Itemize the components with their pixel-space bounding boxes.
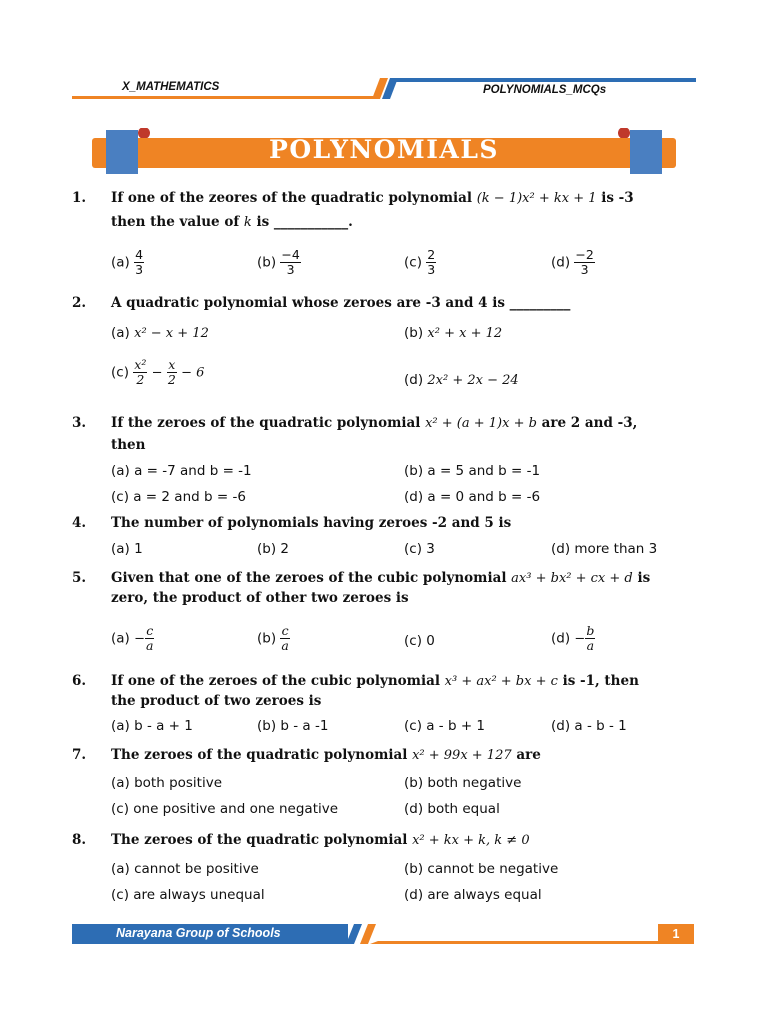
question-text-part: is -1, then <box>562 673 639 689</box>
option-b[interactable]: (b) a = 5 and b = -1 <box>404 463 541 479</box>
option-c[interactable]: (c) a - b + 1 <box>404 718 486 734</box>
option-label: (d) <box>551 254 571 271</box>
option-b[interactable]: (b) 2 <box>257 541 289 557</box>
question-text-part: If one of the zeroes of the cubic polynomial <box>111 673 440 689</box>
option-d[interactable] <box>551 624 595 653</box>
option-d[interactable] <box>404 372 519 388</box>
option-a[interactable]: (a) cannot be positive <box>111 861 259 877</box>
question-text-part: are <box>516 747 541 763</box>
question-expression: x² + kx + k, k ≠ 0 <box>412 833 530 848</box>
page-title: POLYNOMIALS <box>269 135 499 164</box>
option-a[interactable] <box>111 248 144 277</box>
footer-school-name: Narayana Group of Schools <box>116 926 281 940</box>
option-b[interactable] <box>257 624 290 653</box>
fraction: $\frac{b}{a}$ <box>586 623 595 653</box>
option-c[interactable]: (c) 0 <box>404 633 435 649</box>
option-d[interactable] <box>551 248 595 277</box>
question-expression: x² + (a + 1)x + b <box>425 416 537 431</box>
option-b[interactable]: (b) both negative <box>404 775 522 791</box>
question-text: then <box>111 437 146 453</box>
question-text-part: The zeroes of the quadratic polynomial <box>111 747 408 763</box>
option-a[interactable]: (a) 1 <box>111 541 143 557</box>
footer-divider-mark <box>346 924 386 944</box>
option-label: (a) <box>111 254 130 271</box>
option-label: (a) <box>111 325 130 341</box>
fraction: $\frac{\text{x²}}{2}$ <box>134 357 147 387</box>
question-number: 5. <box>72 570 87 586</box>
question-text: A quadratic polynomial whose zeroes are -3 and 4 is _________ <box>111 295 571 311</box>
option-label: (c) <box>111 364 129 381</box>
question-number: 4. <box>72 515 87 531</box>
option-a[interactable]: (a) b - a + 1 <box>111 718 193 734</box>
header-chapter: POLYNOMIALS_MCQs <box>483 84 607 96</box>
fraction: $\frac{c}{a}$ <box>146 623 154 653</box>
question-text-part: Given that one of the zeroes of the cubic polynomial <box>111 570 507 586</box>
question-text <box>111 747 541 763</box>
option-a[interactable]: (a) both positive <box>111 775 223 791</box>
option-c[interactable]: (c) are always unequal <box>111 887 265 903</box>
operator: − <box>151 365 163 381</box>
option-d[interactable]: (d) a = 0 and b = -6 <box>404 489 541 505</box>
option-c[interactable]: (c) a = 2 and b = -6 <box>111 489 246 505</box>
option-expression: x² + x + 12 <box>427 326 503 341</box>
sign: − <box>134 631 146 647</box>
fraction: $\frac{-4}{3}$ <box>281 247 300 277</box>
option-label: (c) <box>404 254 422 271</box>
option-label: (b) <box>257 630 277 647</box>
question-number: 8. <box>72 832 87 848</box>
question-text-part: The zeroes of the quadratic polynomial <box>111 832 408 848</box>
question-number: 3. <box>72 415 87 431</box>
question-number: 1. <box>72 190 87 206</box>
question-text: zero, the product of other two zeroes is <box>111 590 409 606</box>
question-number: 7. <box>72 747 87 763</box>
question-expression: x³ + ax² + bx + c <box>444 674 558 689</box>
option-label: (a) <box>111 630 130 647</box>
question-text <box>111 415 637 431</box>
question-text: The number of polynomials having zeroes -2 and 5 is <box>111 515 512 531</box>
header-blue-line <box>392 78 696 82</box>
option-c[interactable]: (c) one positive and one negative <box>111 801 339 817</box>
fraction: $\frac{c}{a}$ <box>281 623 289 653</box>
question-text <box>111 570 650 586</box>
question-text-part: is -3 <box>601 190 634 206</box>
header-orange-line <box>72 96 374 99</box>
question-text <box>111 190 634 206</box>
option-expression: 2x² + 2x − 24 <box>427 373 519 388</box>
question-expression: (k − 1)x² + kx + 1 <box>476 191 597 206</box>
option-expression: x² − x + 12 <box>134 326 209 341</box>
option-a[interactable]: (a) a = -7 and b = -1 <box>111 463 252 479</box>
question-text: the product of two zeroes is <box>111 693 322 709</box>
question-expression: ax³ + bx² + cx + d <box>511 571 633 586</box>
option-a[interactable] <box>111 325 209 341</box>
question-number: 6. <box>72 673 87 689</box>
option-c[interactable]: (c) 3 <box>404 541 435 557</box>
option-b[interactable]: (b) b - a -1 <box>257 718 329 734</box>
fraction: $\frac{4}{3}$ <box>135 247 144 277</box>
option-b[interactable] <box>257 248 301 277</box>
question-number: 2. <box>72 295 87 311</box>
option-b[interactable] <box>404 325 502 341</box>
question-expression: x² + 99x + 127 <box>412 748 512 763</box>
question-text <box>111 673 639 689</box>
question-text <box>111 214 353 230</box>
question-text-part: is <box>637 570 651 586</box>
question-variable: k <box>243 215 252 230</box>
option-d[interactable]: (d) more than 3 <box>551 541 658 557</box>
fraction: $\frac{2}{3}$ <box>427 247 436 277</box>
question-text-part: are 2 and -3, <box>541 415 638 431</box>
option-label: (b) <box>257 254 277 271</box>
option-c[interactable] <box>111 358 204 387</box>
question-text-part: If one of the zeores of the quadratic polynomial <box>111 190 473 206</box>
option-a[interactable] <box>111 624 154 653</box>
footer-orange-line <box>386 941 666 944</box>
fraction: $\frac{x}{2}$ <box>167 357 176 387</box>
option-label: (d) <box>551 630 571 647</box>
page-number: 1 <box>658 924 694 944</box>
option-label: (d) <box>404 372 424 388</box>
option-d[interactable]: (d) both equal <box>404 801 500 817</box>
option-d[interactable]: (d) are always equal <box>404 887 542 903</box>
sign: − <box>574 631 586 647</box>
question-text-part: is ___________. <box>256 214 353 230</box>
operator: − 6 <box>181 365 205 381</box>
option-label: (b) <box>404 325 424 341</box>
fraction: $\frac{-2}{3}$ <box>575 247 594 277</box>
header-subject: X_MATHEMATICS <box>122 81 220 93</box>
option-c[interactable] <box>404 248 436 277</box>
option-b[interactable]: (b) cannot be negative <box>404 861 559 877</box>
option-d[interactable]: (d) a - b - 1 <box>551 718 627 734</box>
question-text-part: then the value of <box>111 214 240 230</box>
question-text-part: If the zeroes of the quadratic polynomial <box>111 415 421 431</box>
question-text <box>111 832 530 848</box>
